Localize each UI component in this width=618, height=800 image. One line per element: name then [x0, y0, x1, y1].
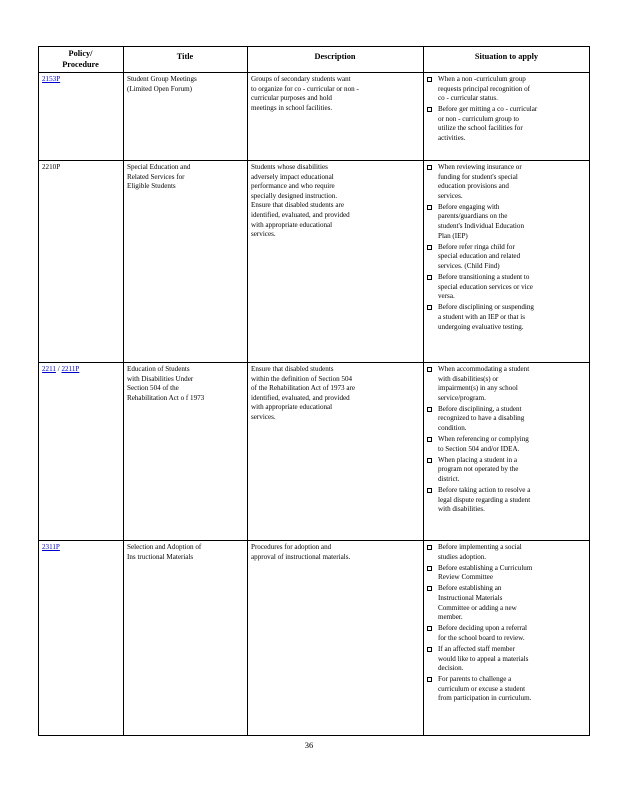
checkbox-bullet-icon: [427, 275, 432, 280]
situation-line: parents/guardians on the: [438, 212, 508, 221]
checkbox-bullet-icon: [427, 77, 432, 82]
description-line: Procedures for adoption and: [251, 543, 332, 551]
table-row-rule: [38, 540, 590, 541]
title-cell: [127, 365, 243, 403]
description-line: curricular purposes and hold: [251, 94, 332, 103]
title-line: Selection and Adoption of: [127, 543, 202, 551]
situation-line: member.: [438, 613, 463, 622]
situation-line: When accommodating a student: [438, 365, 530, 373]
page-number: 36: [304, 740, 314, 750]
table-column-rule: [247, 46, 248, 736]
table-column-rule: [38, 46, 39, 736]
description-line: of the Rehabilitation Act of 1973 are: [251, 384, 356, 393]
situation-cell: [427, 543, 586, 706]
checkbox-bullet-icon: [427, 586, 432, 591]
situation-line: special education services or vice: [438, 282, 533, 291]
situation-item: [427, 584, 586, 622]
title-cell: [127, 75, 243, 94]
description-cell: [251, 543, 419, 562]
situation-line: utilize the school facilities for: [438, 124, 523, 133]
description-line: with appropriate educational: [251, 403, 333, 412]
situation-item: [427, 543, 586, 562]
situation-cell: [427, 163, 586, 334]
situation-line: district.: [438, 475, 460, 484]
description-line: within the definition of Section 504: [251, 374, 353, 383]
situation-item: [427, 273, 586, 302]
title-line: Eligible Students: [127, 182, 176, 191]
description-line: performance and who require: [251, 182, 335, 191]
situation-item: [427, 456, 586, 485]
title-line: Section 504 of the: [127, 384, 179, 393]
situation-line: When a non -curriculum group: [438, 75, 526, 83]
title-line: Education of Students: [127, 365, 190, 373]
checkbox-bullet-icon: [427, 545, 432, 550]
description-line: with appropriate educational: [251, 220, 333, 229]
situation-line: services. (Child Find): [438, 261, 500, 270]
situation-line: Before establishing an: [438, 584, 502, 593]
description-line: specially designed instruction.: [251, 191, 338, 200]
policy-link[interactable]: 2153P: [42, 75, 61, 83]
description-line: Ensure that disabled students: [251, 365, 334, 373]
policy-cell: [42, 543, 119, 553]
description-cell: [251, 365, 419, 423]
situation-line: Before transitioning a student to: [438, 273, 530, 282]
situation-line: Plan (IEP): [438, 231, 468, 240]
situation-line: Committee or adding a new: [438, 603, 517, 612]
title-cell: [127, 543, 243, 562]
situation-line: a student with an IEP or that is: [438, 312, 526, 321]
policy-link[interactable]: 2311P: [42, 543, 60, 551]
situation-line: program not operated by the: [438, 465, 519, 474]
table-column-rule: [423, 46, 424, 736]
policy-cell: [42, 163, 119, 173]
checkbox-bullet-icon: [427, 305, 432, 310]
situation-item: [427, 75, 586, 104]
table-row-rule: [38, 160, 590, 161]
situation-item: [427, 564, 586, 583]
situation-line: Instructional Materials: [438, 593, 503, 602]
policy-link[interactable]: 2211P: [61, 365, 80, 373]
checkbox-bullet-icon: [427, 647, 432, 652]
situation-line: decision.: [438, 664, 464, 673]
checkbox-bullet-icon: [427, 488, 432, 493]
situation-line: Before disciplining, a student: [438, 404, 522, 413]
situation-line: When referencing or complying: [438, 435, 529, 444]
situation-line: requests principal recognition of: [438, 84, 530, 93]
checkbox-bullet-icon: [427, 367, 432, 372]
checkbox-bullet-icon: [427, 566, 432, 571]
title-line: Student Group Meetings: [127, 75, 197, 83]
checkbox-bullet-icon: [427, 626, 432, 631]
policy-separator: /: [55, 365, 62, 373]
situation-line: would like to appeal a materials: [438, 654, 529, 663]
situation-line: service/program.: [438, 393, 486, 402]
checkbox-bullet-icon: [427, 458, 432, 463]
policy-cell: [42, 365, 119, 375]
title-line: Rehabilitation Act o f 1973: [127, 393, 205, 402]
situation-line: impairment(s) in any school: [438, 384, 518, 393]
header-policy: [38, 46, 123, 72]
situation-line: with disabilities(s) or: [438, 374, 499, 383]
situation-line: funding for student's special: [438, 172, 518, 181]
situation-line: special education and related: [438, 252, 521, 261]
situation-cell: [427, 365, 586, 516]
description-line: adversely impact educational: [251, 172, 334, 181]
description-line: Students whose disabilities: [251, 163, 328, 171]
checkbox-bullet-icon: [427, 107, 432, 112]
situation-line: from participation in curriculum.: [438, 694, 532, 703]
situation-line: legal dispute regarding a student: [438, 495, 531, 504]
situation-line: student's Individual Education: [438, 222, 524, 231]
situation-item: [427, 303, 586, 332]
header-description: Description: [314, 52, 356, 61]
situation-cell: [427, 75, 586, 145]
situation-line: to Section 504 and/or IDEA.: [438, 444, 520, 453]
title-line: Related Services for: [127, 172, 185, 181]
table-column-rule: [123, 46, 124, 736]
title-line: with Disabilities Under: [127, 374, 194, 383]
header-policy-line: Procedure: [62, 59, 99, 69]
situation-line: curriculum or excuse a student: [438, 684, 526, 693]
situation-line: Before establishing a Curriculum: [438, 563, 533, 572]
checkbox-bullet-icon: [427, 245, 432, 250]
situation-item: [427, 405, 586, 434]
checkbox-bullet-icon: [427, 205, 432, 210]
situation-line: or non - curriculum group to: [438, 114, 519, 123]
situation-line: services.: [438, 191, 463, 200]
situation-line: with disabilities.: [438, 505, 485, 514]
table-row-rule: [38, 72, 590, 73]
situation-line: co - curricular status.: [438, 94, 498, 103]
title-line: (Limited Open Forum): [127, 84, 193, 93]
checkbox-bullet-icon: [427, 407, 432, 412]
situation-item: [427, 486, 586, 515]
situation-line: activities.: [438, 134, 466, 143]
situation-line: recognized to have a disabling: [438, 414, 525, 423]
situation-line: condition.: [438, 424, 467, 433]
description-line: services.: [251, 412, 276, 421]
title-cell: [127, 163, 243, 192]
header-situation: Situation to apply: [474, 52, 539, 61]
description-line: services.: [251, 230, 276, 239]
situation-line: When placing a student in a: [438, 455, 517, 464]
policy-link[interactable]: 2211: [42, 365, 56, 373]
description-line: to organize for co - curricular or non -: [251, 84, 359, 93]
policy-cell: [42, 75, 119, 85]
situation-line: Before engaging with: [438, 202, 500, 211]
header-policy-line: Policy/: [68, 49, 93, 58]
table-row-rule: [38, 735, 590, 736]
situation-line: Before disciplining or suspending: [438, 303, 534, 312]
situation-item: [427, 243, 586, 272]
situation-line: studies adoption.: [438, 552, 487, 561]
situation-line: for the school board to review.: [438, 633, 525, 642]
situation-line: For parents to challenge a: [438, 675, 512, 684]
situation-item: [427, 435, 586, 454]
checkbox-bullet-icon: [427, 677, 432, 682]
policy-separator: 2210P: [42, 163, 61, 171]
description-line: meetings in school facilities.: [251, 103, 333, 112]
situation-line: undergoing evaluative testing.: [438, 322, 524, 331]
description-cell: [251, 75, 419, 113]
description-line: Ensure that disabled students are: [251, 201, 344, 210]
situation-item: [427, 365, 586, 403]
situation-line: Before ger mitting a co - curricular: [438, 105, 538, 114]
situation-item: [427, 105, 586, 143]
situation-item: [427, 624, 586, 643]
table-column-rule: [589, 46, 590, 736]
description-line: approval of instructional materials.: [251, 552, 351, 561]
checkbox-bullet-icon: [427, 165, 432, 170]
description-line: identified, evaluated, and provided: [251, 210, 350, 219]
situation-item: [427, 675, 586, 704]
description-line: Groups of secondary students want: [251, 75, 351, 83]
situation-line: When reviewing insurance or: [438, 163, 522, 171]
situation-item: [427, 203, 586, 241]
situation-line: If an affected staff member: [438, 644, 515, 653]
title-line: Ins tructional Materials: [127, 552, 194, 561]
checkbox-bullet-icon: [427, 437, 432, 442]
situation-line: Before deciding upon a referral: [438, 624, 528, 633]
situation-line: Before implementing a social: [438, 543, 522, 551]
description-cell: [251, 163, 419, 240]
description-line: identified, evaluated, and provided: [251, 393, 350, 402]
situation-line: education provisions and: [438, 182, 509, 191]
situation-line: Before refer ringa child for: [438, 242, 515, 251]
situation-line: versa.: [438, 292, 455, 301]
situation-item: [427, 645, 586, 674]
situation-line: Review Committee: [438, 573, 493, 582]
policy-table: [38, 46, 590, 736]
table-row-rule: [38, 362, 590, 363]
title-line: Special Education and: [127, 163, 191, 171]
situation-line: Before taking action to resolve a: [438, 486, 531, 495]
header-title: Title: [176, 52, 194, 61]
situation-item: [427, 163, 586, 201]
